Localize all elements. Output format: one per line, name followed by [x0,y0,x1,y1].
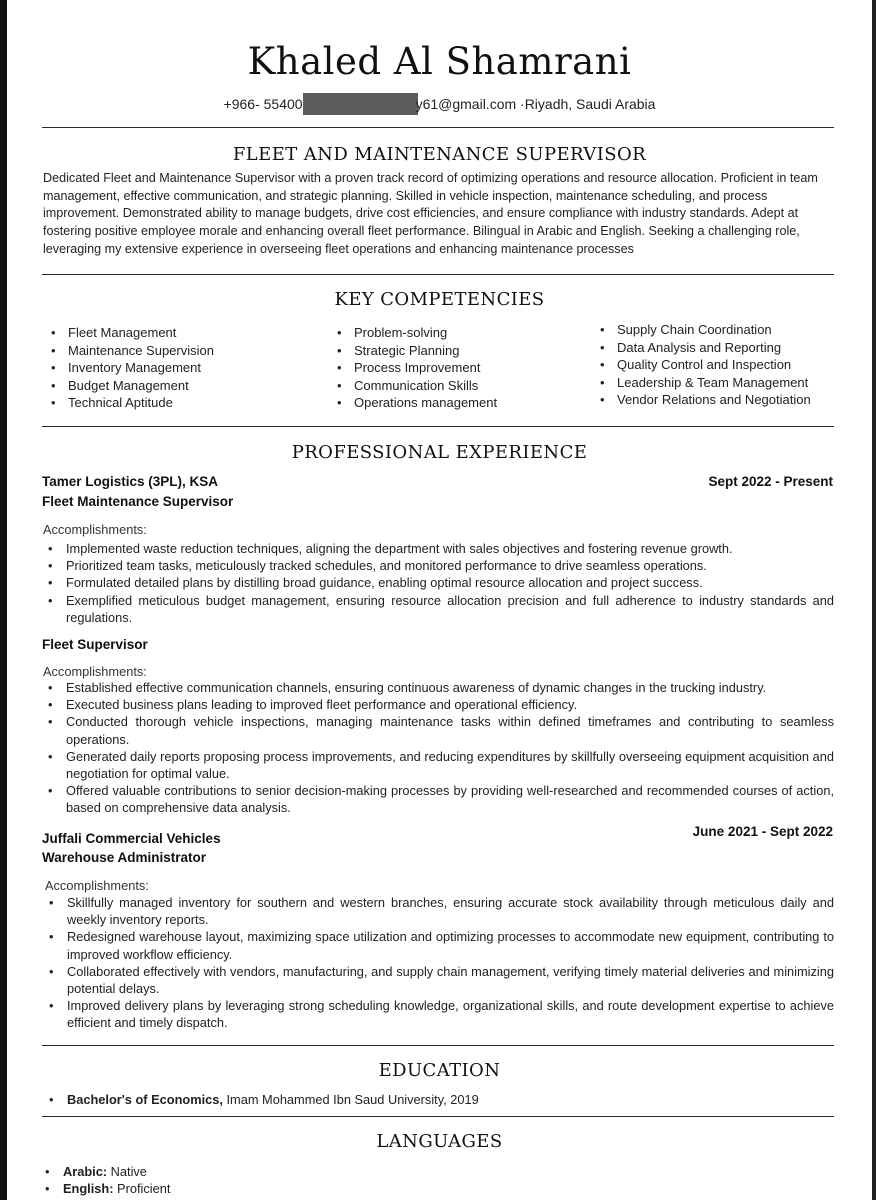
competency-item: • Maintenance Supervision [47,342,307,360]
phone-number: +966- 55400 [223,96,303,112]
list-item: • Generated daily reports proposing process improvements, and reducing expenditures by skillfully overseeing equipment acquisition and negotiation for optimal value. [42,748,834,782]
divider [42,1045,834,1046]
competency-item: • Vendor Relations and Negotiation [596,391,866,409]
location: ·Riyadh, Saudi Arabia [520,96,656,112]
job-dates: June 2021 - Sept 2022 [692,824,833,839]
job-title: Fleet Maintenance Supervisor [42,494,234,509]
list-item: • Collaborated effectively with vendors, manufacturing, and supply chain management, verifying timely material deliveries and minimizing potential delays. [43,963,834,997]
accomplishments-list [42,540,834,626]
education-item [43,1091,823,1108]
language-name: Arabic: [63,1164,108,1179]
competencies-column-1 [47,324,307,412]
language-level: Native [107,1164,147,1179]
competency-item: • Communication Skills [333,377,583,395]
school-details: Imam Mohammed Ibn Saud University, 2019 [222,1092,479,1107]
photo-left-edge [0,0,7,1200]
email-address: y61@gmail.com [415,96,517,112]
redaction-block [303,93,418,115]
job-title: Fleet Supervisor [42,637,148,652]
list-item: • Improved delivery plans by leveraging strong scheduling knowledge, organizational skills, and route development expertise to achieve efficient and timely dispatch. [43,997,834,1031]
list-item: • Established effective communication channels, ensuring continuous awareness of dynamic changes in the trucking industry. [42,679,834,696]
divider [42,426,834,427]
competency-item: • Budget Management [47,377,307,395]
experience-title: PROFESSIONAL EXPERIENCE [291,442,588,463]
competency-item: • Process Improvement [333,359,583,377]
competency-item: • Strategic Planning [333,342,583,360]
competencies-column-2 [333,324,583,412]
resume-page [7,0,872,1200]
divider [42,127,834,128]
list-item: • Executed business plans leading to improved fleet performance and operational efficiency. [42,696,834,713]
language-item [39,1180,819,1197]
competency-item: • Technical Aptitude [47,394,307,412]
job-title: Warehouse Administrator [42,850,207,865]
job-dates: Sept 2022 - Present [708,474,833,489]
candidate-name: Khaled Al Shamrani [247,40,632,83]
list-item: • Skillfully managed inventory for southern and western branches, ensuring accurate stock availability through meticulous daily and weekly inventory reports. [43,894,834,928]
degree: Bachelor's of Economics, [67,1092,223,1107]
accomplishments-list [43,894,834,1032]
accomplishments-label: Accomplishments: [43,664,147,679]
competency-item: • Operations management [333,394,583,412]
education-list [43,1091,823,1108]
list-item: • Conducted thorough vehicle inspections, managing maintenance tasks within defined timeframes and contributing to seamless operations. [42,713,834,747]
competencies-column-3 [596,321,866,409]
education-title: EDUCATION [378,1060,501,1081]
competency-item: • Quality Control and Inspection [596,356,866,374]
accomplishments-label: Accomplishments: [43,522,147,537]
summary-title: FLEET AND MAINTENANCE SUPERVISOR [232,144,647,165]
list-item: • Implemented waste reduction techniques, aligning the department with sales objectives and fostering revenue growth. [42,540,834,557]
divider [42,274,834,275]
contact-line [7,93,872,115]
list-item: • Offered valuable contributions to senior decision-making processes by providing well-researched and recommended courses of action, based on comprehensive data analysis. [42,782,834,816]
competencies-title: KEY COMPETENCIES [334,289,545,310]
summary-text: Dedicated Fleet and Maintenance Supervisor with a proven track record of optimizing operations and resource allocation. Proficient in team management, effective communication, and strategic planning. Skilled in vehicle inspection, maintenance scheduling, and process improvement. Demonstrated ability to manage budgets, drive cost efficiencies, and ensure compliance with industry standards. Adept at fostering positive employee morale and enhancing overall fleet performance. Bilingual in Arabic and English. Seeking a challenging role, leveraging my extensive experience in overseeing fleet operations and enhancing maintenance processes [43,171,818,256]
languages-list [39,1163,819,1197]
photo-right-edge [872,0,876,1200]
divider [42,1116,834,1117]
job-company: Tamer Logistics (3PL), KSA [42,474,219,489]
competency-item: • Leadership & Team Management [596,374,866,392]
competency-item: • Problem-solving [333,324,583,342]
list-item: • Exemplified meticulous budget management, ensuring resource allocation precision and full adherence to industry standards and regulations. [42,592,834,626]
accomplishments-list [42,679,834,817]
language-item [39,1163,819,1180]
list-item: • Redesigned warehouse layout, maximizing space utilization and optimizing processes to accommodate new equipment, contributing to improved workflow efficiency. [43,928,834,962]
competency-item: • Fleet Management [47,324,307,342]
competency-item: • Inventory Management [47,359,307,377]
list-item: • Formulated detailed plans by distilling broad guidance, enabling optimal resource allocation and project success. [42,574,834,591]
languages-title: LANGUAGES [376,1131,503,1152]
accomplishments-label: Accomplishments: [45,878,149,893]
list-item: • Prioritized team tasks, meticulously tracked schedules, and monitored performance to drive seamless operations. [42,557,834,574]
job-company: Juffali Commercial Vehicles [42,831,221,846]
language-name: English: [63,1181,114,1197]
language-level: Proficient [113,1181,171,1197]
competency-item: • Supply Chain Coordination [596,321,866,339]
competency-item: • Data Analysis and Reporting [596,339,866,357]
